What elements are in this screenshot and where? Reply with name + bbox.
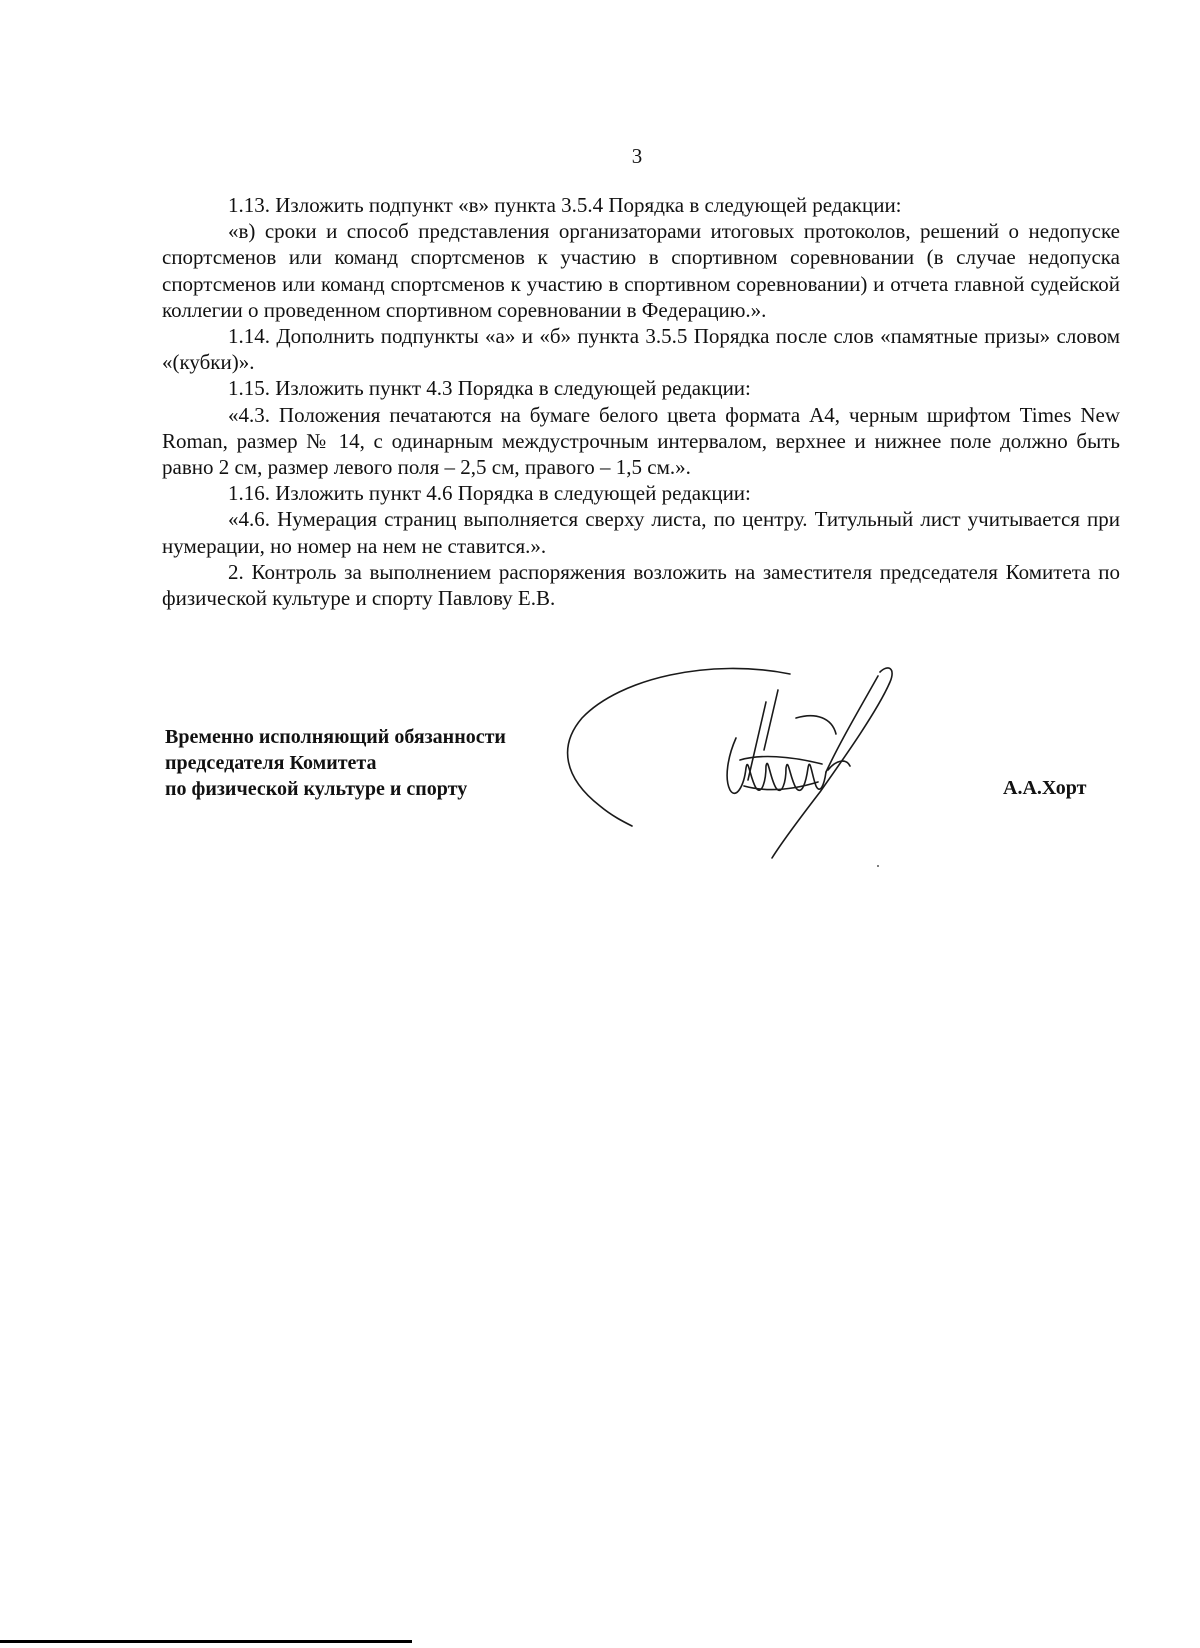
signatory-position — [165, 724, 506, 802]
handwritten-signature — [560, 660, 940, 870]
scan-artifact-line — [0, 1640, 412, 1643]
paragraph-2: 2. Контроль за выполнением распоряжения возложить на заместителя председателя Комитета по физической культуре и спорту Павлову Е.В. — [162, 559, 1120, 611]
paragraph-1-16-text: «4.6. Нумерация страниц выполняется сверху листа, по центру. Титульный лист учитывается при нумерации, но номер на нем не ставится.». — [162, 507, 1120, 558]
paragraph-1-16: 1.16. Изложить пункт 4.6 Порядка в следующей редакции: — [228, 481, 751, 506]
paragraph-1-14: 1.14. Дополнить подпункты «а» и «б» пункта 3.5.5 Порядка после слов «памятные призы» словом «(кубки)». — [162, 324, 1120, 375]
scan-artifact-dot — [877, 865, 879, 867]
paragraph-1-15-text: «4.3. Положения печатаются на бумаге белого цвета формата А4, черным шрифтом Times New Roman, размер № 14, с одинарным междустрочным интервалом, верхнее и нижнее поле должно быть равно 2 см, размер левого поля – 2,5 см, правого – 1,5 см.». — [162, 402, 1120, 480]
signer-name: А.А.Хорт — [1003, 777, 1087, 799]
position-line-1: Временно исполняющий обязанности — [165, 726, 506, 748]
position-line-3: по физической культуре и спорту — [165, 778, 468, 800]
page-number: 3 — [631, 144, 643, 168]
paragraph-1-15: 1.15. Изложить пункт 4.3 Порядка в следующей редакции: — [228, 376, 751, 401]
position-line-2: председателя Комитета — [165, 752, 377, 774]
document-body — [162, 192, 1120, 611]
paragraph-1-13: 1.13. Изложить подпункт «в» пункта 3.5.4 Порядка в следующей редакции: — [228, 193, 902, 217]
paragraph-1-13-text: «в) сроки и способ представления организаторами итоговых протоколов, решений о недопуске спортсменов или команд спортсменов к участию в спортивном соревновании (в случае недопуска спортсменов или команд спортсменов к участию в спортивном соревновании) и отчета главной судейской коллегии о проведенном спортивном соревновании в Федерацию.». — [162, 219, 1120, 322]
